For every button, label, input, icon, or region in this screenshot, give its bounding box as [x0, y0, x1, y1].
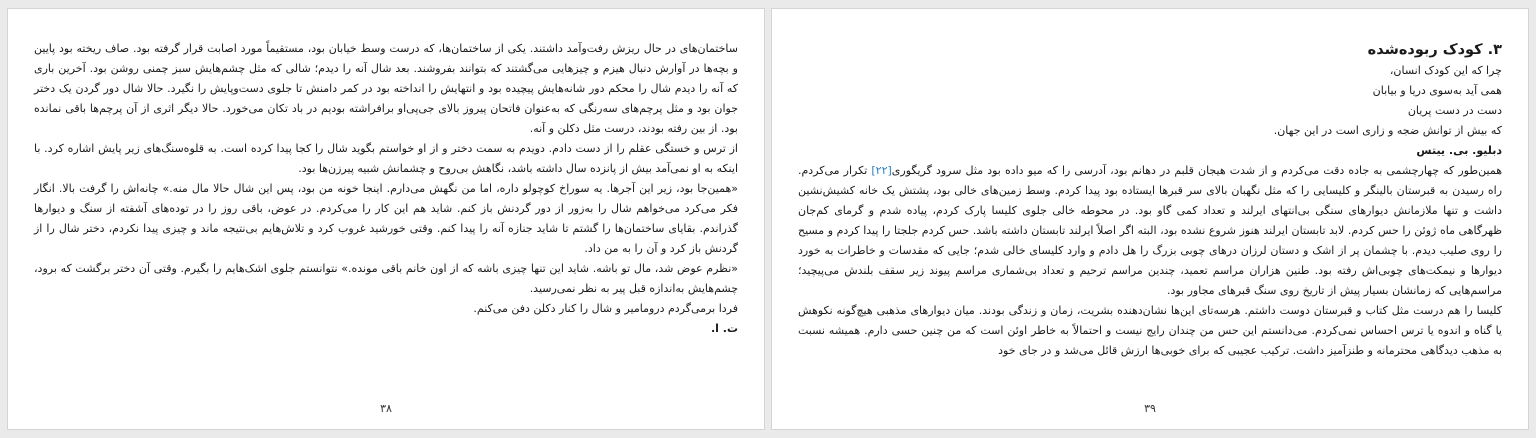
- page-right-content: [798, 39, 1502, 361]
- page-left: [7, 8, 765, 430]
- page-right: [771, 8, 1529, 430]
- signature: ت. ا.: [710, 322, 738, 335]
- poem-author: دبلیو. بی. ییتس: [1416, 144, 1502, 157]
- poem-line-3: دست در دست پریان: [1407, 104, 1502, 117]
- footnote-link[interactable]: [۲۲]: [871, 164, 892, 177]
- paragraph-5: فردا برمی‌گردم درومامیر و شال را کنار دکلن دفن می‌کنم.: [473, 302, 738, 315]
- poem-line-2: همی آید به‌سوی دریا و بیابان: [1372, 84, 1502, 97]
- poem-line-1: چرا که این کودک انسان،: [1389, 64, 1502, 77]
- paragraph-2: کلیسا را هم درست مثل کتاب و قبرستان دوست داشتم. هرسه‌تای این‌ها نشان‌دهنده بشریت، زمان و زندگی بودند. میان دیوارهای مذهبی هیچ‌گونه نکوهش یا گناه و اندوه یا ترس احساس نمی‌کردم. می‌دانستم این حس من چندان رایج نیست و احتمالاً به خاطر اوئن است که من چنین حسی دارم. همیشه نسبت به مذهب دیدگاهی محترمانه و طنزآمیز داشت. ترکیب عجیبی که برای خوبی‌ها ارزش قائل می‌شد و در جای خود: [798, 304, 1502, 357]
- chapter-heading: ۳. کودک ربوده‌شده: [1367, 42, 1502, 58]
- paragraph-1: [798, 161, 1502, 301]
- paragraph-1: ساختمان‌های در حال ریزش رفت‌وآمد داشتند. یکی از ساختمان‌ها، که درست وسط خیابان بود، مستقیماً مورد اصابت قرار گرفته بود. صاف ریخته بود پایین و بچه‌ها در آوارش دنبال هیزم و چیزهایی می‌گشتند که بتوانند بفروشند. بعد شال آنه را دیدم؛ شالی که مثل چشم‌هایش سبز چمنی روشن بود. آخرین باری که آنه را دیدم شال را محکم دور شانه‌هایش پیچیده بود و انتهایش را انداخته بود در کمر دامنش تا جلوی دست‌وپایش را نگیرد. حالا شال دور گردن یک دختر جوان بود و مثل پرچم‌های سه‌رنگی که به‌عنوان فاتحان پیروز بالای جی‌پی‌او برافراشته بودیم در باد تکان می‌خورد. حالا دیگر اثری از آن پرچم‌ها باقی نمانده بود. از بین رفته بودند، درست مثل دکلن و آنه.: [34, 42, 738, 135]
- paragraph-3: «همین‌جا بود، زیر این آجرها. یه سوراخ کوچولو داره، اما من نگهش می‌دارم. اینجا خونه من بود، پس این شال حالا مال منه.» چانه‌اش را گرفت بالا. انگار فکر می‌کرد می‌خواهم شال را به‌زور از دور گردنش باز کنم. شاید هم این کار را می‌کردم. در عوض، باقی روز را در توده‌های آشفته از سنگ و دیوارها گذراندم. بقایای ساختمان‌ها را گشتم تا شاید جنازه آنه را پیدا کنم. وقتی خورشید غروب کرد و تلاش‌هایم بی‌نتیجه ماند و چیزی پیدا نکردم، دختر شال را از گردنش باز کرد و آن را به من داد.: [34, 182, 738, 255]
- poem-line-4: که بیش از توانش ضجه و زاری است در این جهان.: [1273, 124, 1502, 137]
- paragraph-1-start: همین‌طور که چهارچشمی به جاده دقت می‌کردم و از شدت هیجان قلبم در دهانم بود، آدرسی را که میو داده بود مثل سرود گریگوری: [891, 164, 1502, 177]
- page-left-content: [34, 39, 738, 339]
- page-number: ۳۹: [1144, 402, 1156, 415]
- paragraph-2: از ترس و خستگی عقلم را از دست دادم. دویدم به سمت دختر و از او خواستم بگوید شال را کجا پیدا کرده است. به قلوه‌سنگ‌های زیر پایش اشاره کرد. با اینکه به او نمی‌آمد بیش از پانزده سال داشته باشد، نگاهش بی‌روح و چشمانش شبیه پیرزن‌ها بود.: [34, 142, 738, 175]
- page-number: ۳۸: [380, 402, 392, 415]
- paragraph-4: «نظرم عوض شد، مال تو باشه. شاید این تنها چیزی باشه که از اون خانم باقی مونده.» نتوانستم جلوی اشک‌هایم را بگیرم. وقتی آن دختر برگشت که برود، چشم‌هایش به‌اندازه قبل پیر به نظر نمی‌رسید.: [34, 262, 738, 295]
- paragraph-1-rest: تکرار می‌کردم. راه رسیدن به قبرستان بالینگر و کلیسایی را که مثل نگهبان بالای سر قبرها ایستاده بود پیدا کردم. وسط زمین‌های خالی بود، پشتش یک خانه کشیش‌نشین داشت و تنها ملازمانش دیوارهای سنگی بی‌انتهای ایرلند و تعداد کمی گاو بود. در محوطه خالی جلوی کلیسا پارک کردم، پیاده شدم و گرمای کم‌جان ظهرگاهی ماه ژوئن را حس کردم. لابد تابستان ایرلند هنوز شروع نشده بود، البته اگر اصلاً ایرلند تابستان داشته باشد. حس کردم جلجتا را پیدا کردم و مسیح را روی صلیب دیدم. با چشمان پر از اشک و دستان لرزان درهای چوبی بزرگ را هل دادم و وارد کلیسای خالی شدم؛ جایی که مقدسات و خاطرات به خورد دیوارها و نیمکت‌های چوبی‌اش رفته بود. طنین هزاران مراسم تعمید، چندین مراسم ترحیم و تعداد بی‌شماری مراسم پیوند زیر سقف بلندش می‌پیچید؛ مراسم‌هایی که زمانشان بسیار پیش از تاریخ روی سنگ قبرهای مجاور بود.: [798, 164, 1502, 297]
